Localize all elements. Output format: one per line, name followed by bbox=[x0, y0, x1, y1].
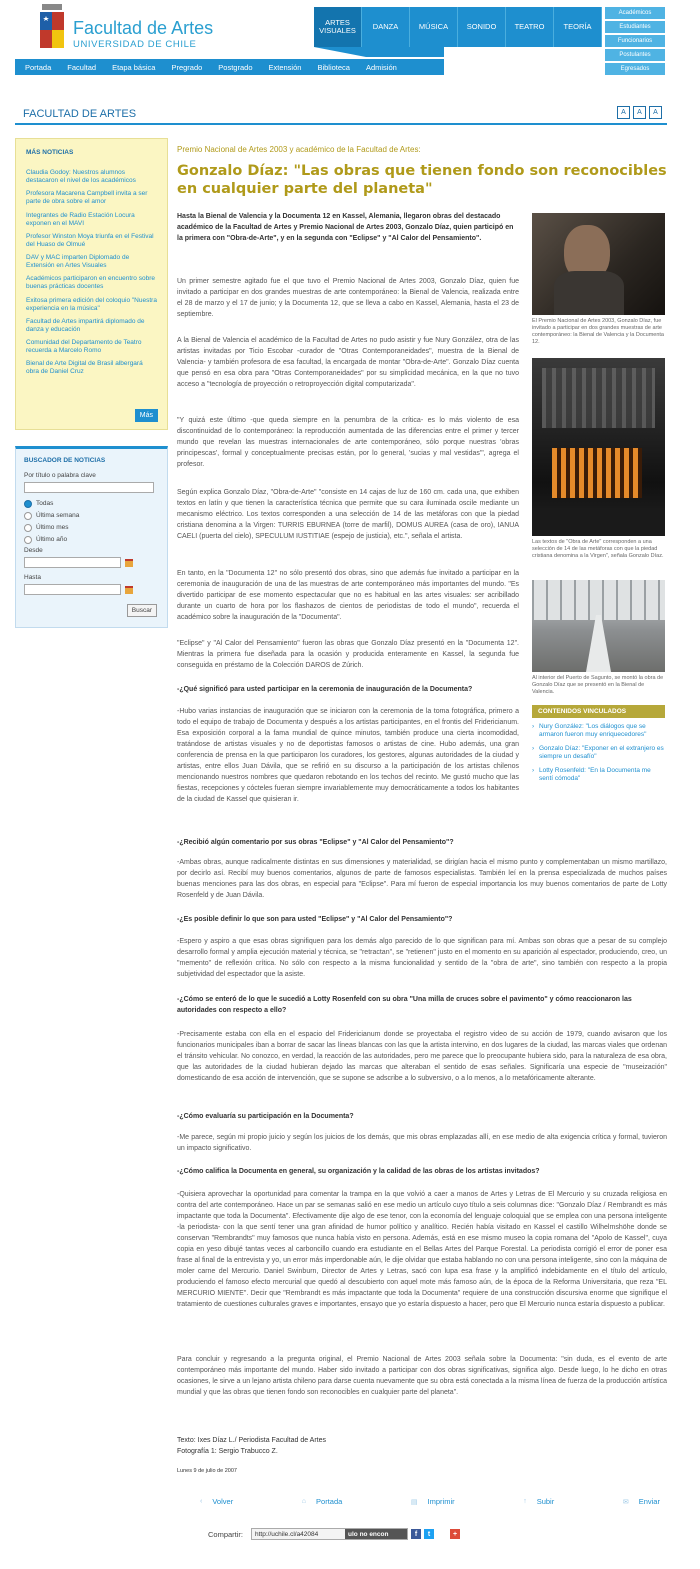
print-label: Imprimir bbox=[427, 1497, 455, 1506]
paragraph: "Eclipse" y "Al Calor del Pensamiento" fueron las obras que Gonzalo Díaz presentó en la "Documenta 12". Mientras la primera fue diseñada para la ocasión y producida enteramente en Kassel, la segunda fue conseguida en préstamo de la Colección DAROS de Zúrich. bbox=[177, 640, 519, 669]
faculty-logo[interactable] bbox=[37, 2, 237, 50]
interview-answer: -Hubo varias instancias de inauguración que se iniciaron con la ceremonia de la toma fotográfica, primero a todo el equipo de trabajo de Documenta y después a los artistas participantes, en el frontis del Fridericianum. Esa exposición corporal a la fama mundial de quince minutos, también produce una cierta incomodidad, tratándose de artistas visuales y no de deportistas famosos o artistas de cine. Hubo además, una gran conferencia de prensa en la que participaron los curadores, los gestores, algunas autoridades de la ciudad y artistas, entre ellos Juan Dávila, que se refirió en su discurso a la participación de los artistas chilenos mencionando nuestros nombres que quedaron rebotando en los techos del recinto. Me gustó mucho que las fiestas, recepciones y cócteles fueran siempre invariablemente muy democráticamente a todos los habitantes de la ciudad de Kassel que quisieran ir. bbox=[177, 708, 519, 803]
tabs-decoration bbox=[314, 47, 444, 57]
interview-answer: -Me parece, según mi propio juicio y según los juicios de los demás, que mis obras emplazadas allí, en ese medio de alta exigencia crítica y formal, tuvieron un impacto significativo. bbox=[177, 1134, 667, 1152]
news-link[interactable]: DAV y MAC imparten Diplomado de Extensión en Artes Visuales bbox=[26, 254, 130, 270]
related-link[interactable]: › Lotty Rosenfeld: "En la Documenta me sentí cómoda" bbox=[532, 767, 665, 784]
news-link[interactable]: Claudia Godoy: Nuestros alumnos destacaron el nivel de los académicos bbox=[26, 169, 136, 185]
link-egresados[interactable]: Egresados bbox=[605, 63, 665, 75]
radio-icon[interactable] bbox=[24, 512, 32, 520]
news-link[interactable]: Exitosa primera edición del coloquio "Nuestra experiencia en la música" bbox=[26, 296, 157, 312]
facebook-icon[interactable]: f bbox=[411, 1529, 421, 1539]
nav-portada[interactable]: Portada bbox=[25, 62, 52, 72]
print-button[interactable] bbox=[411, 1497, 455, 1506]
nav-admision[interactable]: Admisión bbox=[365, 62, 397, 72]
font-decrease-button[interactable]: A bbox=[617, 106, 630, 119]
interview-answer: -Ambas obras, aunque radicalmente distintas en sus dimensiones y materialidad, se dirigían hacia el mismo punto y complementaban un mismo martillazo, por decirlo así. Recibí muy buenos comentarios, algunos de parte de famosos especialistas. También leí en la prensa especializada de muchos países buenas menciones para las dos obras, en especial para "Eclipse". Para mí fueron de especial importancia los muy buenos comentarios de parte de Lotty Rosenfeld y de Juan Dávila. bbox=[177, 859, 667, 899]
up-arrow-icon: ↑ bbox=[523, 1498, 527, 1505]
photo-hall bbox=[532, 580, 665, 696]
font-size-tools bbox=[617, 106, 662, 119]
filter-option-week[interactable] bbox=[24, 511, 159, 520]
related-link[interactable]: › Gonzalo Díaz: "Exponer en el extranjero es siempre un desafío" bbox=[532, 745, 665, 762]
interview-answer: -Precisamente estaba con ella en el espacio del Fridericianum donde se proyectaba el registro video de su acción de 1979, cuando avisaron que los funcionarios municipales iban a borrar de sacar las líneas blancas con las que la artista intervino, en dos lugares de la ciudad, las marcas viales que ordenan el tránsito vehicular. No conozco, en verdad, la reacción de las autoridades, pero me parece que lo preocupante hubiera sido, para la naturaleza de esa obra, que las autoridades de la ciudad hubieran dejado las marcas que alteraban el sentido de esas señales. Significaría una especie de "museización" domesticando de esa acción de intervención, que se supone se adscribe a lo subversivo, o a lo menos, a lo metafóricamente alterante. bbox=[177, 1031, 667, 1082]
related-content bbox=[532, 705, 665, 784]
from-date-input[interactable] bbox=[24, 557, 121, 568]
tab-artes-visuales[interactable]: ARTES VISUALES bbox=[314, 7, 362, 47]
nav-etapa-basica[interactable]: Etapa básica bbox=[112, 62, 156, 72]
radio-selected-icon[interactable] bbox=[24, 500, 32, 508]
nav-postgrado[interactable]: Postgrado bbox=[218, 62, 253, 72]
site-subtitle: UNIVERSIDAD DE CHILE bbox=[73, 39, 197, 50]
email-button[interactable] bbox=[623, 1497, 660, 1506]
twitter-icon[interactable]: t bbox=[424, 1529, 434, 1539]
more-news-button[interactable]: Más bbox=[135, 409, 158, 422]
discipline-tabs bbox=[314, 7, 602, 47]
interview-question: -¿Cómo se enteró de lo que le sucedió a Lotty Rosenfeld con su obra "Una milla de cruces sobre el pavimento" y cómo reaccionaron las autoridades con respecto a ello? bbox=[177, 996, 632, 1014]
related-link[interactable]: › Nury González: "Los diálogos que se armaron fueron muy enriquecedores" bbox=[532, 723, 665, 740]
interview-question: -¿Cómo evaluaría su participación en la Documenta? bbox=[177, 1113, 354, 1120]
interview-question: -¿Cómo califica la Documenta en general, su organización y la calidad de las obras de los artistas invitados? bbox=[177, 1168, 540, 1175]
portrait-image[interactable] bbox=[532, 213, 665, 315]
nav-extension[interactable]: Extensión bbox=[268, 62, 302, 72]
paragraph: A la Bienal de Valencia el académico de la Facultad de Artes no pudo asistir y fue Nury González, otra de las artistas invitadas por Ticio Escobar -curador de "Otras Contemporaneidades", muestra de la Bienal de Valencia- y también profesora de esa facultad, la encargada de montar "Obra-de-Arte". Gonzalo Díaz cuenta que pensó en esa obra para "Otras Contemporaneidades" por su simplicidad mecánica, en la que no tuvo acceso a "tecnología de proyección o retroproyección digital computarizada". bbox=[177, 337, 519, 388]
back-label: Volver bbox=[212, 1497, 234, 1506]
radio-label: Último año bbox=[36, 536, 68, 543]
photo-caption: Al interior del Puerto de Sagunto, se montó la obra de Gonzalo Díaz que se presentó en la Bienal de Valencia. bbox=[532, 675, 664, 696]
photo-caption: El Premio Nacional de Artes 2003, Gonzalo Díaz, fue invitado a participar en dos grandes muestras de arte contemporáneo: la Bienal de Valencia y la Documenta 12. bbox=[532, 318, 664, 346]
tab-musica[interactable]: MÚSICA bbox=[410, 7, 458, 47]
news-link[interactable]: Profesor Winston Moya triunfa en el Festival del Huaso de Olmué bbox=[26, 232, 154, 248]
radio-icon[interactable] bbox=[24, 536, 32, 544]
paragraph: Un primer semestre agitado fue el que tuvo el Premio Nacional de Artes 2003, Gonzalo Díaz, quien fue invitado a participar en dos grandes muestras de arte contemporáneo: la Bienal de Valencia, realizada entre el 28 de marzo y el 17 de junio; y la Documenta 12, que se lleva a cabo en Kassel, Alemania, hasta el 23 de septiembre. bbox=[177, 278, 519, 318]
from-label: Desde bbox=[24, 547, 43, 554]
link-estudiantes[interactable]: Estudiantes bbox=[605, 21, 665, 33]
light-boxes-image[interactable] bbox=[532, 358, 665, 536]
search-button[interactable]: Buscar bbox=[127, 604, 157, 617]
filter-option-month[interactable] bbox=[24, 523, 159, 532]
paragraph: En tanto, en la "Documenta 12" no sólo presentó dos obras, sino que además fue invitado a participar en la ceremonia de inauguración de una de las muestras de arte contemporáneo más importantes del mundo. "Es divertido participar de ese momento espectacular que no es habitual en las artes visuales: ser acribillado durante un cuarto de hora por los flashazos de cientos de periodistas de todo el mundo", recuerda el académico sobre la inauguración de la "Documenta". bbox=[177, 570, 519, 621]
tab-teatro[interactable]: TEATRO bbox=[506, 7, 554, 47]
section-divider bbox=[15, 123, 667, 125]
news-link[interactable]: Comunidad del Departamento de Teatro recuerda a Marcelo Romo bbox=[26, 339, 142, 355]
news-link[interactable]: Profesora Macarena Campbell invita a ser parte de obra sobre el amor bbox=[26, 190, 148, 206]
email-label: Enviar bbox=[638, 1497, 660, 1506]
tab-sonido[interactable]: SONIDO bbox=[458, 7, 506, 47]
tab-danza[interactable]: DANZA bbox=[362, 7, 410, 47]
filter-option-all[interactable] bbox=[24, 499, 159, 508]
photo-portrait bbox=[532, 213, 665, 347]
news-search-panel bbox=[15, 446, 168, 628]
to-label: Hasta bbox=[24, 574, 41, 581]
article-date: Lunes 9 de julio de 2007 bbox=[177, 1468, 237, 1474]
link-postulantes[interactable]: Postulantes bbox=[605, 49, 665, 61]
search-query-label: Por título o palabra clave bbox=[24, 472, 96, 479]
interview-answer: -Espero y aspiro a que esas obras signifiquen para los demás algo parecido de lo que significan para mí. Ambas son obras que a pesar de su complejo desarrollo formal y amplia ejecución material y técnica, se "retractan", se "retienen" justo en el momento en su aparición al espectador, produciendo, creo, un "memento" de reflexión crítica. No sólo con respecto a la misma funcionalidad y sentido de la "obra de arte", sino también con respecto a la propia subjetividad del espectador que la asiste. bbox=[177, 938, 667, 978]
share-label: Compartir: bbox=[208, 1529, 244, 1539]
nav-pregrado[interactable]: Pregrado bbox=[171, 62, 203, 72]
paragraph: Para concluir y regresando a la pregunta original, el Premio Nacional de Artes 2003 señala sobre la Documenta: "sin duda, es el evento de arte contemporáneo más importante del mundo. Haber sido invitado a participar con dos obras significativas, significa algo. Desde luego, lo he dicho en otras ocasiones, le sirve a un lejano artista chileno para darse cuenta nuevamente que su obra está conectada a la misma línea de fuerza de la producción artística mundial y que las obras que tienen fondo son reconocibles en cualquier parte del planeta". bbox=[177, 1356, 667, 1396]
link-academicos[interactable]: Académicos bbox=[605, 7, 665, 19]
main-nav bbox=[15, 59, 444, 75]
news-link[interactable]: Académicos participaron en encuentro sobre buenas prácticas docentes bbox=[26, 275, 155, 291]
nav-facultad[interactable]: Facultad bbox=[67, 62, 97, 72]
credits-text: Texto: Ixes Díaz L./ Periodista Facultad de Artes bbox=[177, 1437, 327, 1444]
calendar-icon[interactable] bbox=[125, 586, 133, 594]
news-link[interactable]: Facultad de Artes impartirá diplomado de danza y educación bbox=[26, 317, 145, 333]
home-button[interactable] bbox=[302, 1497, 343, 1506]
section-title: FACULTAD DE ARTES bbox=[23, 108, 137, 120]
scroll-top-button[interactable] bbox=[523, 1497, 554, 1506]
more-news-panel bbox=[15, 138, 168, 430]
article-actions bbox=[200, 1497, 660, 1506]
calendar-icon[interactable] bbox=[125, 559, 133, 567]
interview-question: -¿Qué significó para usted participar en la ceremonia de inauguración de la Documenta? bbox=[177, 686, 473, 693]
university-crest-icon bbox=[39, 4, 65, 50]
interview-question: -¿Recibió algún comentario por sus obras "Eclipse" y "Al Calor del Pensamiento"? bbox=[177, 839, 454, 846]
radio-label: Todas bbox=[36, 500, 54, 507]
tab-teoria[interactable]: TEORÍA bbox=[554, 7, 602, 47]
article-lead: Hasta la Bienal de Valencia y la Documenta 12 en Kassel, Alemania, llegaron obras del destacado académico de la Facultad de Artes y Premio Nacional de Artes 2003, Gonzalo Díaz, quien participó en la primera con "Obra-de-Arte", y en la segunda con "Eclipse" y "Al Calor del Pensamiento". bbox=[177, 213, 514, 242]
google-plus-icon[interactable]: + bbox=[450, 1529, 460, 1539]
share-url-text: http://uchile.cl/a42084 bbox=[255, 1530, 319, 1538]
search-title: BUSCADOR DE NOTICIAS bbox=[24, 457, 106, 464]
font-increase-button[interactable]: A bbox=[649, 106, 662, 119]
to-date-input[interactable] bbox=[24, 584, 121, 595]
share-url-field[interactable] bbox=[251, 1528, 408, 1540]
radio-label: Último mes bbox=[36, 524, 69, 531]
news-link[interactable]: Integrantes de Radio Estación Locura exponen en el MAVI bbox=[26, 211, 135, 227]
link-funcionarios[interactable]: Funcionarios bbox=[605, 35, 665, 47]
article-kicker: Premio Nacional de Artes 2003 y académico de la Facultad de Artes: bbox=[177, 145, 421, 154]
radio-label: Última semana bbox=[36, 512, 80, 519]
site-title: Facultad de Artes bbox=[73, 18, 214, 38]
print-icon: ▤ bbox=[410, 1498, 418, 1506]
credits-photo: Fotografía 1: Sergio Trabucco Z. bbox=[177, 1448, 278, 1455]
interview-answer: -Quisiera aprovechar la oportunidad para comentar la trampa en la que volvió a caer a manos de Artes y Letras de El Mercurio y su cruzada religiosa en contra del arte contemporáneo. Hace un par se semanas salió en ese medio un artículo cuyo título a seis columnas dice: "Gonzalo Díaz / Rembrandt es más impactante que toda la Documenta". Efectivamente dije algo de ese tenor, con la economía del lenguaje coloquial que se emplea con una persona inteligente -la periodista- con la que sentí tener una gran afinidad de humor político y analítico. Recién había visitado en Kassel el castillo Wilhelmshöhe donde se conservan "Rembrandts" muy famosos que nunca había visto en persona. Además, está en ese mismo museo la copia romana del "Apolo de Kassel", cuya copia en yeso dibujé tantas veces al carboncillo cuando era estudiante en el Bellas Artes del Parque Forestal. La periodista corrigió el error de poner esa frase al final de la entrevista y yo, un error más imperdonable aún, le dije olvidar que estaba hablando no con una persona inteligente, sino con la máquina de moler carne del Mercurio. Daniel Swinburn, Director de Artes y Letras, sacó con lupa esa frase y la amplificó indebidamente en el título del artículo, produciendo el famoso efecto mercurial que quedó al descubierto con aquel mote más famoso aún, de la época de la Reforma Universitaria, que reza "EL MERCURIO MIENTE". Decir que "Rembrandt es más impactante que toda la Documenta" requiere de una construcción discursiva enorme que signifique el tratamiento de cuestiones culturales graves e importantes, ensayo que yo estaría dispuesto a hacer, pero que El Mercurio nunca estaría dispuesto a publicar. bbox=[177, 1191, 667, 1308]
filter-option-year[interactable] bbox=[24, 535, 159, 544]
related-title: CONTENIDOS VINCULADOS bbox=[532, 705, 665, 718]
radio-icon[interactable] bbox=[24, 524, 32, 532]
news-link[interactable]: Bienal de Arte Digital de Brasil albergará obra de Daniel Cruz bbox=[26, 360, 143, 376]
paragraph: "Y quizá este último -que queda siempre en la penumbra de la crítica- es lo más violento de esa discontinuidad de lo contemporáneo: la reproducción aumentada de las diferencias entre el primer y tercer mundo que revelan las muestras internacionales de arte contemporáneo, sólo porque nuestras 'obras principescas', formal y conceptualmente precisas están, por lo general, 'sucias y mal vestidas'", agrega el profesor. bbox=[177, 417, 519, 468]
photo-caption: Las textos de "Obra de Arte" corresponden a una selección de 14 de las metáforas con que la piedad cristiana denomina a la Virgen", señala Gonzalo Díaz. bbox=[532, 539, 664, 560]
audience-links bbox=[605, 7, 665, 77]
more-news-title: MÁS NOTICIAS bbox=[26, 149, 74, 156]
mail-icon: ✉ bbox=[622, 1498, 629, 1506]
nav-biblioteca[interactable]: Biblioteca bbox=[317, 62, 350, 72]
search-query-input[interactable] bbox=[24, 482, 154, 493]
paragraph: Según explica Gonzalo Díaz, "Obra-de-Arte" "consiste en 14 cajas de luz de 160 cm. cada una, que exhiben textos en latín y que tienen la característica técnica que permite que su cara iluminada oscile mediante un mecanismo eléctrico. Los textos corresponden a una selección de 14 de las metáforas con que la piedad cristiana denomina a la Virgen: TURRIS EBURNEA (torre de marfil), DOMUS AUREA (casa de oro), IANUA CAELI (puerta del cielo), SPECULUM IUSTITIAE (espejo de justicia), etc.", señala el artista. bbox=[177, 489, 519, 540]
home-label: Portada bbox=[316, 1497, 343, 1506]
article-headline: Gonzalo Díaz: "Las obras que tienen fondo son reconocibles en cualquier parte del planeta" bbox=[177, 163, 667, 197]
share-spacer bbox=[437, 1529, 447, 1539]
back-button[interactable] bbox=[200, 1497, 233, 1506]
photo-light-boxes bbox=[532, 358, 665, 560]
interview-question: -¿Es posible definir lo que son para usted "Eclipse" y "Al Calor del Pensamiento"? bbox=[177, 916, 453, 923]
font-reset-button[interactable]: A bbox=[633, 106, 646, 119]
hall-image[interactable] bbox=[532, 580, 665, 672]
scroll-top-label: Subir bbox=[536, 1497, 555, 1506]
home-icon: ⌂ bbox=[301, 1498, 307, 1505]
share-url-overlay: ulo no encon bbox=[345, 1529, 407, 1539]
share-bar bbox=[208, 1528, 460, 1540]
back-arrow-icon: ‹ bbox=[200, 1498, 203, 1505]
